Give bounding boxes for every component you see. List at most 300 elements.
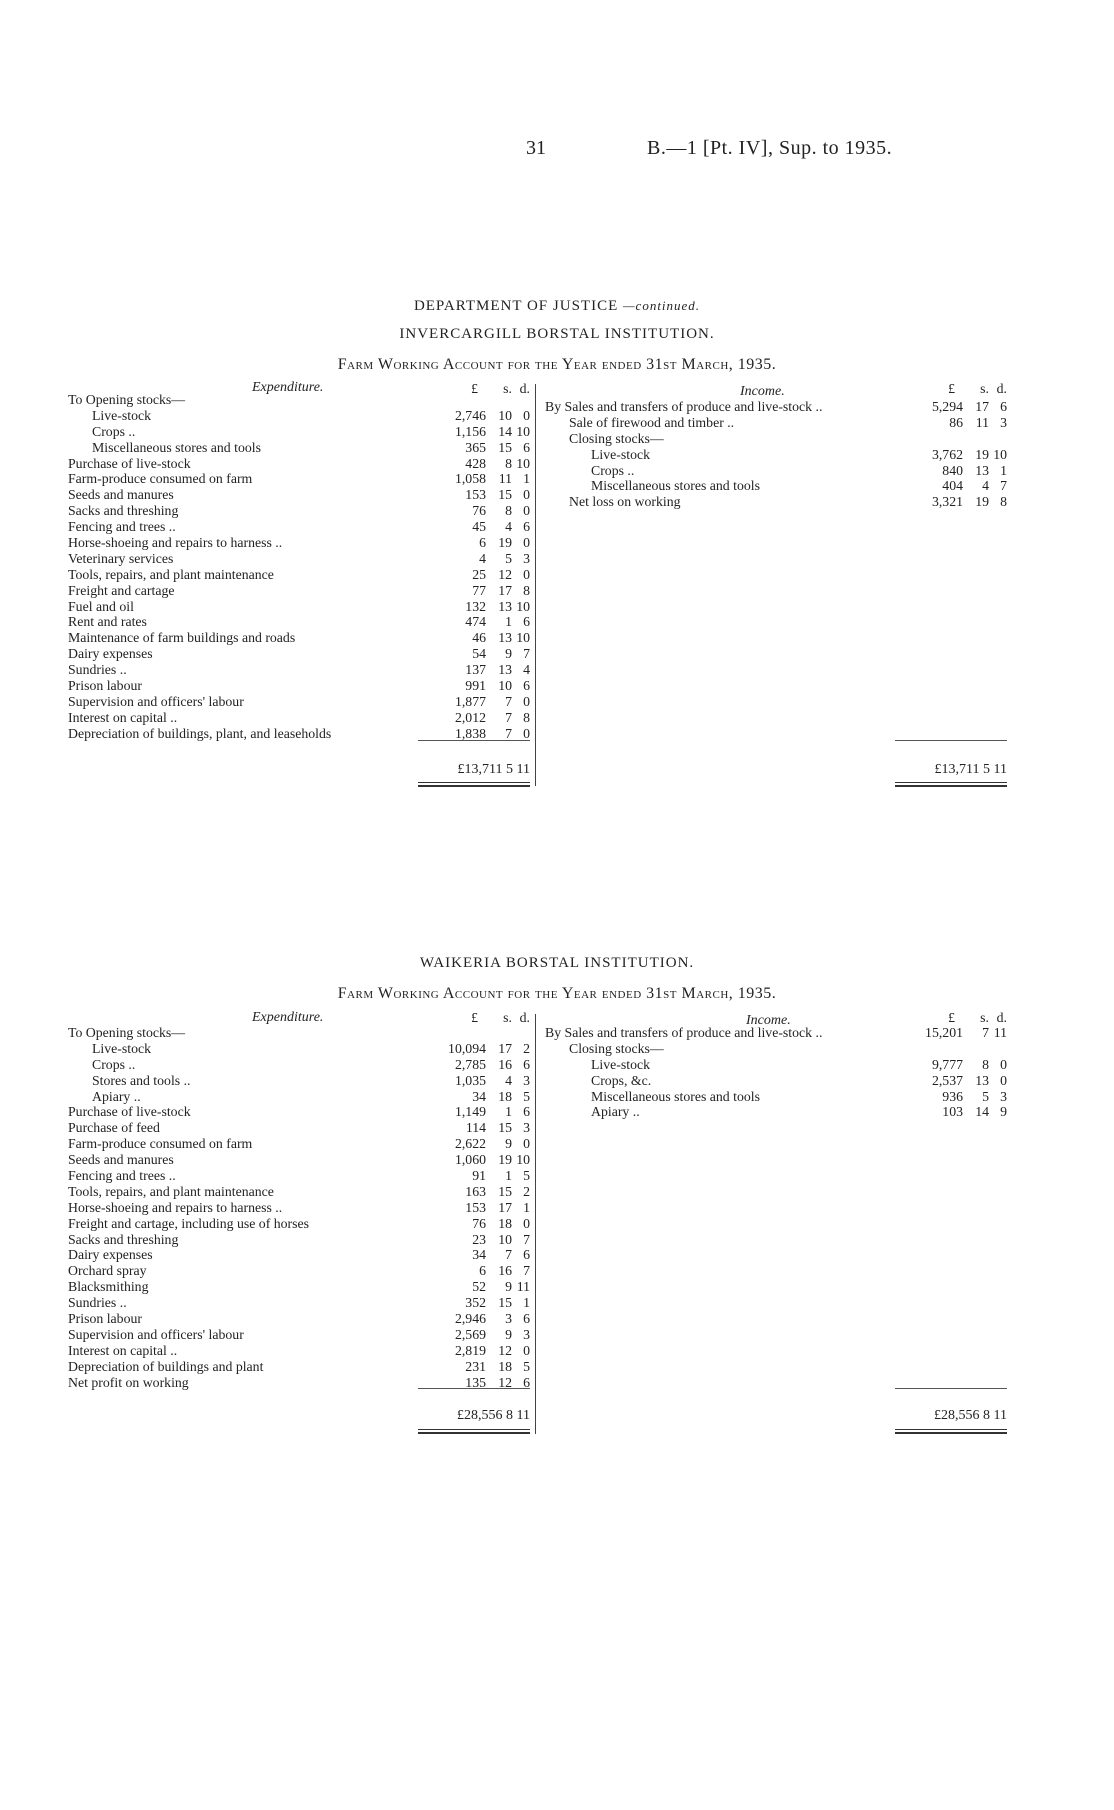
row-label: Freight and cartage, including use of horses (68, 1215, 309, 1231)
expenditure-row (68, 1089, 530, 1105)
expenditure-row (68, 408, 530, 424)
pence-value: 3 (1000, 1088, 1007, 1104)
shillings-value: 7 (505, 725, 512, 741)
department-title (0, 298, 1114, 315)
pence-value: 6 (1000, 399, 1007, 414)
row-label: Crops .. (92, 1056, 136, 1072)
income-units-2 (545, 1010, 1007, 1025)
row-label: Supervision and officers' labour (68, 1326, 244, 1342)
expenditure-row (68, 1073, 530, 1089)
shillings-value: 14 (498, 423, 512, 439)
column-divider (535, 384, 536, 786)
pence-value: 0 (523, 693, 530, 709)
shillings-value: 11 (498, 471, 512, 487)
shillings-value: 15 (498, 1183, 512, 1199)
pounds-value: 52 (472, 1279, 486, 1295)
row-label: Crops .. (591, 462, 635, 478)
pence-value: 0 (523, 1215, 530, 1231)
shillings-header: s. (980, 1010, 989, 1025)
income-total: £28,556 8 11 (934, 1408, 1007, 1423)
income-label-2: Income. (746, 1013, 791, 1028)
pence-value: 0 (523, 407, 530, 423)
pounds-value: 1,877 (454, 693, 486, 709)
row-label: Farm-produce consumed on farm (68, 471, 253, 487)
total-rule (418, 740, 530, 741)
shillings-value: 7 (505, 709, 512, 725)
pounds-value: 6 (479, 1263, 486, 1279)
expenditure-row (68, 1057, 530, 1073)
shillings-value: 13 (498, 630, 512, 646)
pounds-value: 153 (465, 487, 486, 503)
pounds-value: 137 (465, 662, 486, 678)
pounds-value: 135 (465, 1374, 486, 1390)
shillings-value: 15 (498, 439, 512, 455)
shillings-value: 5 (982, 1088, 989, 1104)
pounds-value: 1,149 (454, 1104, 486, 1120)
income-row (545, 494, 1007, 510)
shillings-value: 8 (505, 455, 512, 471)
expenditure-row (68, 440, 530, 456)
department-name: DEPARTMENT OF JUSTICE (413, 298, 619, 314)
pence-value: 2 (523, 1040, 530, 1056)
shillings-value: 10 (498, 1231, 512, 1247)
shillings-value: 18 (498, 1215, 512, 1231)
shillings-header: s. (503, 1010, 512, 1025)
row-label: Prison labour (68, 678, 142, 694)
pounds-value: 2,819 (454, 1342, 486, 1358)
pounds-value: 6 (479, 535, 486, 551)
row-label: Fencing and trees .. (68, 519, 176, 535)
row-label: Horse-shoeing and repairs to harness .. (68, 1199, 283, 1215)
pounds-value: 840 (942, 462, 963, 478)
pence-value: 1 (523, 1295, 530, 1311)
row-label: Sundries .. (68, 662, 127, 678)
expenditure-row (68, 1184, 530, 1200)
pounds-value: 2,569 (454, 1326, 486, 1342)
pence-value: 0 (523, 535, 530, 551)
shillings-value: 13 (498, 598, 512, 614)
shillings-value: 14 (975, 1104, 989, 1120)
expenditure-row (68, 1152, 530, 1168)
expenditure-row (68, 1311, 530, 1327)
pence-value: 10 (516, 455, 530, 471)
pence-value: 6 (523, 1247, 530, 1263)
row-label: Dairy expenses (68, 646, 153, 662)
shillings-value: 18 (498, 1088, 512, 1104)
pounds-value: 76 (472, 503, 486, 519)
pounds-value: 23 (472, 1231, 486, 1247)
row-label: Stores and tools .. (92, 1072, 191, 1088)
income-total: £13,711 5 11 (934, 762, 1007, 777)
expenditure-row (68, 662, 530, 678)
pence-value: 11 (516, 1279, 530, 1295)
heading-label: To Opening stocks— (68, 1025, 186, 1040)
pounds-value: 352 (465, 1295, 486, 1311)
expenditure-row (68, 1200, 530, 1216)
double-rule (895, 782, 1007, 787)
pence-value: 11 (993, 1025, 1007, 1040)
row-label: Apiary .. (591, 1104, 640, 1120)
pence-value: 6 (523, 1056, 530, 1072)
shillings-value: 12 (498, 566, 512, 582)
document-reference: B.—1 [Pt. IV], Sup. to 1935. (647, 137, 893, 159)
income-row (545, 1041, 1007, 1057)
pounds-value: 2,537 (931, 1072, 963, 1088)
shillings-header: s. (980, 381, 989, 396)
pounds-value: 5,294 (931, 399, 963, 414)
pence-value: 6 (523, 519, 530, 535)
unit-header (545, 1010, 1007, 1025)
expenditure-row (68, 646, 530, 662)
pence-value: 7 (523, 1231, 530, 1247)
shillings-value: 19 (498, 1152, 512, 1168)
expenditure-row (68, 535, 530, 551)
pence-value: 0 (523, 487, 530, 503)
pounds-value: 474 (465, 614, 486, 630)
shillings-value: 19 (975, 494, 989, 510)
pence-header: d. (996, 381, 1007, 396)
double-rule (895, 1429, 1007, 1434)
unit-header (545, 381, 1007, 396)
pounds-value: 10,094 (448, 1040, 486, 1056)
pence-value: 3 (523, 1326, 530, 1342)
pounds-value: 54 (472, 646, 486, 662)
row-label: Interest on capital .. (68, 709, 178, 725)
expenditure-total-block (68, 740, 530, 800)
shillings-value: 15 (498, 487, 512, 503)
income-row (545, 447, 1007, 463)
shillings-value: 4 (982, 478, 989, 494)
row-label: Closing stocks— (569, 1040, 664, 1056)
shillings-value: 15 (498, 1295, 512, 1311)
pounds-value: 163 (465, 1183, 486, 1199)
pounds-value: 2,946 (454, 1311, 486, 1327)
shillings-value: 17 (975, 399, 989, 414)
expenditure-rows (68, 392, 530, 742)
expenditure-row (68, 1263, 530, 1279)
pounds-value: 46 (472, 630, 486, 646)
shillings-header: s. (503, 381, 512, 396)
pence-header: d. (519, 381, 530, 396)
row-label: Live-stock (92, 1040, 152, 1056)
expenditure-row (68, 614, 530, 630)
row-label: Fencing and trees .. (68, 1168, 176, 1184)
pounds-header: £ (948, 1010, 955, 1025)
expenditure-row (68, 1104, 530, 1120)
row-label: Veterinary services (68, 550, 174, 566)
pounds-value: 3,321 (931, 494, 963, 510)
pounds-value: 2,012 (454, 709, 486, 725)
row-label: Crops .. (92, 423, 136, 439)
row-label: Sacks and threshing (68, 503, 179, 519)
shillings-value: 9 (505, 1136, 512, 1152)
pence-value: 10 (516, 630, 530, 646)
pounds-value: 2,785 (454, 1056, 486, 1072)
pounds-value: 365 (465, 439, 486, 455)
pounds-value: 1,058 (454, 471, 486, 487)
pounds-value: 77 (472, 582, 486, 598)
expenditure-units-2 (68, 1010, 530, 1025)
pounds-value: 1,838 (454, 725, 486, 741)
expenditure-row (68, 678, 530, 694)
row-label: Tools, repairs, and plant maintenance (68, 1183, 274, 1199)
pounds-value: 153 (465, 1199, 486, 1215)
pounds-value: 25 (472, 566, 486, 582)
row-label: Miscellaneous stores and tools (591, 1088, 760, 1104)
column-divider-2 (535, 1014, 536, 1434)
row-label: Farm-produce consumed on farm (68, 1136, 253, 1152)
expenditure-row (68, 1168, 530, 1184)
account-title: Farm Working Account for the Year ended 31st March, 1935. (337, 356, 777, 373)
row-label: Closing stocks— (569, 430, 664, 446)
income-row (545, 1104, 1007, 1120)
row-label: Sale of firewood and timber .. (569, 414, 735, 430)
row-label: Tools, repairs, and plant maintenance (68, 566, 274, 582)
shillings-value: 12 (498, 1374, 512, 1390)
shillings-value: 19 (975, 446, 989, 462)
income-row (545, 463, 1007, 479)
row-label: Apiary .. (92, 1088, 141, 1104)
pence-value: 6 (523, 1104, 530, 1120)
pence-value: 6 (523, 678, 530, 694)
row-label: By Sales and transfers of produce and live-stock .. (545, 399, 823, 414)
pence-value: 10 (993, 446, 1007, 462)
expenditure-total: £13,711 5 11 (457, 762, 530, 777)
expenditure-row (68, 551, 530, 567)
pounds-value: 15,201 (925, 1025, 963, 1040)
shillings-value: 9 (505, 646, 512, 662)
row-label: Prison labour (68, 1311, 142, 1327)
expenditure-total-block-2 (68, 1388, 530, 1448)
row-label: Purchase of live-stock (68, 455, 191, 471)
total-rule (418, 1388, 530, 1389)
expenditure-row (68, 1136, 530, 1152)
shillings-value: 4 (505, 519, 512, 535)
pence-header: d. (519, 1010, 530, 1025)
pounds-value: 404 (942, 478, 963, 494)
row-label: Seeds and manures (68, 487, 174, 503)
pounds-value: 231 (465, 1358, 486, 1374)
pence-value: 6 (523, 439, 530, 455)
total-rule (895, 1388, 1007, 1389)
income-row (545, 415, 1007, 431)
expenditure-row (68, 424, 530, 440)
shillings-value: 4 (505, 1072, 512, 1088)
expenditure-heading (68, 1025, 530, 1041)
shillings-value: 15 (498, 1120, 512, 1136)
double-rule (418, 782, 530, 787)
pounds-value: 2,746 (454, 407, 486, 423)
account-title-2: Farm Working Account for the Year ended 31st March, 1935. (337, 985, 777, 1002)
pounds-value: 1,035 (454, 1072, 486, 1088)
pounds-value: 34 (472, 1247, 486, 1263)
row-label: Depreciation of buildings, plant, and leaseholds (68, 725, 332, 741)
pence-value: 7 (1000, 478, 1007, 494)
shillings-value: 13 (975, 462, 989, 478)
shillings-value: 8 (982, 1056, 989, 1072)
pence-value: 7 (523, 1263, 530, 1279)
page-number: 31 (526, 137, 546, 159)
total-rule (895, 740, 1007, 741)
pence-value: 2 (523, 1183, 530, 1199)
pounds-value: 1,060 (454, 1152, 486, 1168)
pence-value: 0 (523, 1342, 530, 1358)
row-label: Sundries .. (68, 1295, 127, 1311)
row-label: Rent and rates (68, 614, 147, 630)
income-row (545, 431, 1007, 447)
pence-value: 7 (523, 646, 530, 662)
pounds-value: 34 (472, 1088, 486, 1104)
row-label: Purchase of feed (68, 1120, 160, 1136)
shillings-value: 16 (498, 1056, 512, 1072)
expenditure-row (68, 599, 530, 615)
pounds-header: £ (471, 381, 478, 396)
pounds-value: 114 (465, 1120, 486, 1136)
pence-value: 0 (523, 503, 530, 519)
shillings-value: 7 (982, 1025, 989, 1040)
pounds-value: 86 (949, 414, 963, 430)
pence-value: 5 (523, 1088, 530, 1104)
pence-value: 0 (523, 1136, 530, 1152)
pence-value: 10 (516, 423, 530, 439)
row-label: Live-stock (92, 407, 152, 423)
pounds-value: 3,762 (931, 446, 963, 462)
income-row (545, 478, 1007, 494)
shillings-value: 7 (505, 693, 512, 709)
pence-value: 1 (523, 471, 530, 487)
shillings-value: 3 (505, 1311, 512, 1327)
shillings-value: 13 (498, 662, 512, 678)
expenditure-row (68, 1232, 530, 1248)
row-label: By Sales and transfers of produce and live-stock .. (545, 1025, 823, 1040)
row-label: Sacks and threshing (68, 1231, 179, 1247)
expenditure-row (68, 694, 530, 710)
pence-value: 0 (523, 566, 530, 582)
row-label: Purchase of live-stock (68, 1104, 191, 1120)
expenditure-row (68, 1041, 530, 1057)
pounds-value: 936 (942, 1088, 963, 1104)
income-rows-2 (545, 1025, 1007, 1120)
pounds-header: £ (471, 1010, 478, 1025)
pence-value: 8 (1000, 494, 1007, 510)
row-label: Miscellaneous stores and tools (591, 478, 760, 494)
shillings-value: 18 (498, 1358, 512, 1374)
pence-value: 10 (516, 1152, 530, 1168)
row-label: Live-stock (591, 1056, 651, 1072)
pence-value: 1 (1000, 462, 1007, 478)
pence-value: 4 (523, 662, 530, 678)
pounds-value: 428 (465, 455, 486, 471)
shillings-value: 12 (498, 1342, 512, 1358)
pence-value: 10 (516, 598, 530, 614)
expenditure-row (68, 471, 530, 487)
pounds-value: 991 (465, 678, 486, 694)
pence-value: 0 (1000, 1072, 1007, 1088)
expenditure-row (68, 583, 530, 599)
double-rule (418, 1429, 530, 1434)
pounds-value: 91 (472, 1168, 486, 1184)
income-row (545, 1025, 1007, 1041)
expenditure-heading (68, 392, 530, 408)
shillings-value: 8 (505, 503, 512, 519)
pounds-value: 45 (472, 519, 486, 535)
pounds-value: 2,622 (454, 1136, 486, 1152)
shillings-value: 1 (505, 1168, 512, 1184)
pence-value: 3 (1000, 414, 1007, 430)
shillings-value: 7 (505, 1247, 512, 1263)
expenditure-row (68, 1247, 530, 1263)
expenditure-row (68, 519, 530, 535)
row-label: Miscellaneous stores and tools (92, 439, 261, 455)
pounds-value: 132 (465, 598, 486, 614)
expenditure-row (68, 487, 530, 503)
row-label: Blacksmithing (68, 1279, 149, 1295)
row-label: Crops, &c. (591, 1072, 652, 1088)
expenditure-row (68, 630, 530, 646)
shillings-value: 1 (505, 614, 512, 630)
heading-label: To Opening stocks— (68, 392, 186, 407)
shillings-value: 11 (975, 414, 989, 430)
shillings-value: 17 (498, 1040, 512, 1056)
pence-value: 3 (523, 1120, 530, 1136)
pence-value: 5 (523, 1358, 530, 1374)
pence-value: 0 (523, 725, 530, 741)
income-units (545, 381, 1007, 396)
income-row (545, 1073, 1007, 1089)
shillings-value: 16 (498, 1263, 512, 1279)
row-label: Live-stock (591, 446, 651, 462)
expenditure-row (68, 567, 530, 583)
income-total-block-2 (545, 1388, 1007, 1448)
expenditure-row (68, 1216, 530, 1232)
expenditure-total: £28,556 8 11 (457, 1408, 530, 1423)
income-row (545, 1089, 1007, 1105)
pence-value: 8 (523, 582, 530, 598)
pounds-value: 76 (472, 1215, 486, 1231)
expenditure-row (68, 1279, 530, 1295)
pence-value: 9 (1000, 1104, 1007, 1120)
expenditure-row (68, 1327, 530, 1343)
row-label: Net loss on working (569, 494, 681, 510)
row-label: Supervision and officers' labour (68, 693, 244, 709)
row-label: Maintenance of farm buildings and roads (68, 630, 296, 646)
expenditure-rows-2 (68, 1025, 530, 1390)
shillings-value: 10 (498, 407, 512, 423)
pence-value: 8 (523, 709, 530, 725)
pence-value: 6 (523, 1311, 530, 1327)
shillings-value: 13 (975, 1072, 989, 1088)
pence-value: 3 (523, 550, 530, 566)
shillings-value: 1 (505, 1104, 512, 1120)
pence-value: 6 (523, 614, 530, 630)
unit-header (68, 1010, 530, 1025)
expenditure-label-2: Expenditure. (252, 1010, 324, 1025)
expenditure-row (68, 456, 530, 472)
pounds-value: 1,156 (454, 423, 486, 439)
pounds-value: 9,777 (931, 1056, 963, 1072)
expenditure-label: Expenditure. (252, 380, 324, 395)
pounds-header: £ (948, 381, 955, 396)
expenditure-row (68, 710, 530, 726)
pence-value: 6 (523, 1374, 530, 1390)
pence-value: 3 (523, 1072, 530, 1088)
row-label: Orchard spray (68, 1263, 147, 1279)
shillings-value: 17 (498, 1199, 512, 1215)
expenditure-row (68, 1120, 530, 1136)
pence-value: 5 (523, 1168, 530, 1184)
pounds-value: 103 (942, 1104, 963, 1120)
row-label: Seeds and manures (68, 1152, 174, 1168)
